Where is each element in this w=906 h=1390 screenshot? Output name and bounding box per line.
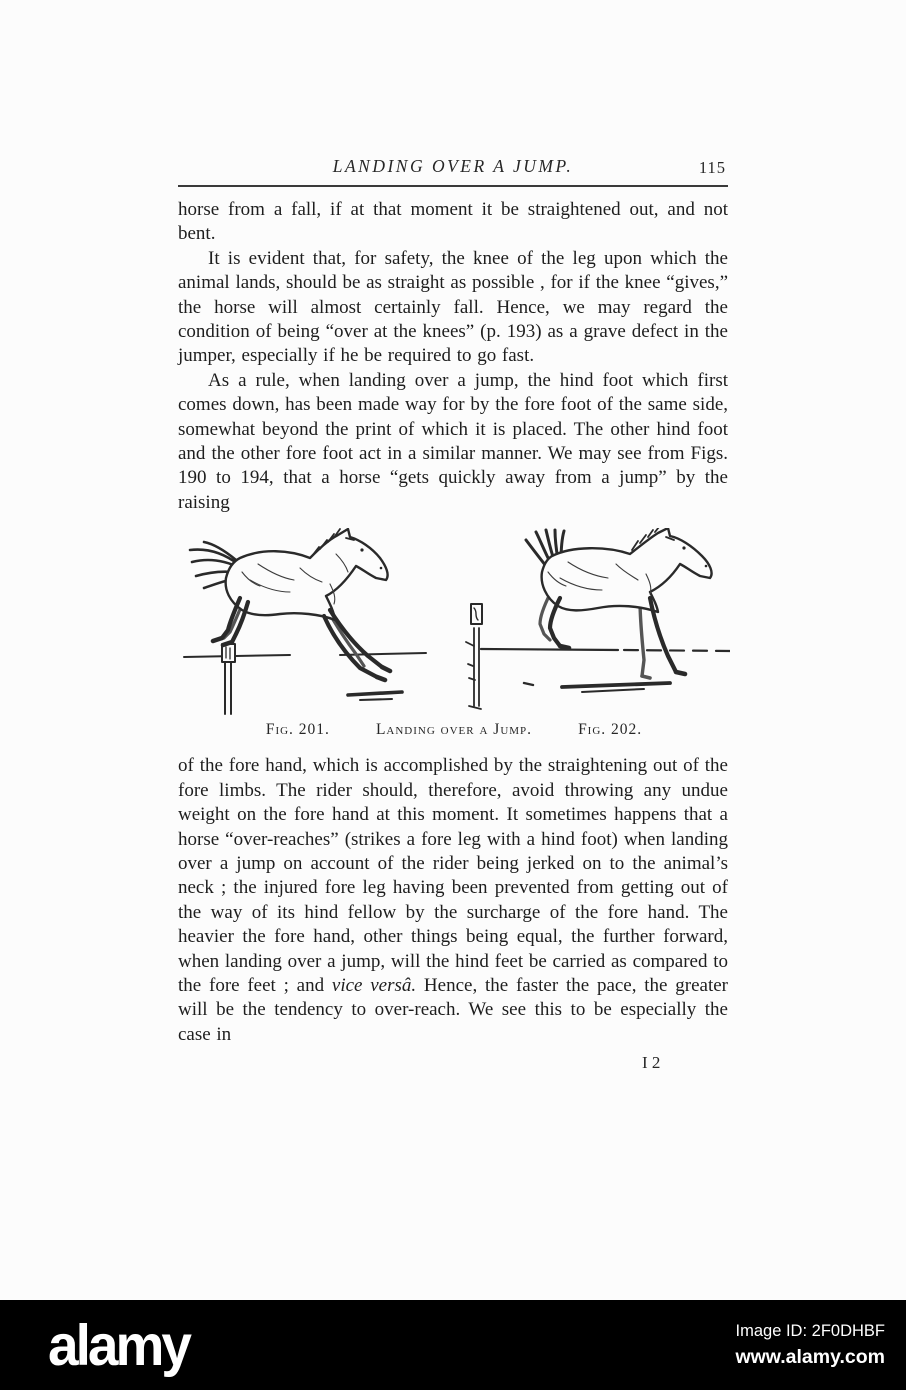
figure-caption [178, 721, 730, 739]
horse-fig-201 [190, 529, 390, 680]
horse-jump-illustration [178, 528, 730, 720]
horse-nostril [705, 565, 708, 568]
ground-line-left [184, 653, 426, 657]
paragraph-4-italic: vice versâ. [331, 974, 417, 996]
paragraph-4-text: of the fore hand, which is accomplished by the straightening out of the fore limbs. The rider should, therefore, avoid throwing any undue weight on the fore hand at this moment. It sometimes happens that a horse “over-reaches” (strikes a fore leg with a hind foot) when landing over a jump on account of the rider being jerked on to the animal’s neck ; the injured fore leg having been prevented from getting out of the way of its hind fellow by the surcharge of the fore hand. The heavier the fore hand, other things being equal, the further forward, when landing over a jump, will the hind feet be carried as compared to the fore feet ; and [178, 755, 728, 996]
alamy-url-text: www.alamy.com [735, 1345, 885, 1368]
horse-fig-202 [526, 528, 712, 678]
watermark-meta [735, 1322, 885, 1369]
horse-body [226, 529, 388, 620]
ground-line-right [481, 649, 730, 651]
far-hind-leg [540, 594, 550, 640]
shadow-left [348, 692, 402, 700]
paragraph-3: As a rule, when landing over a jump, the hind foot which first comes down, has been made way for by the fore foot of the same side, somewhat beyond the print of which it is placed. The other hind foot and the other fore foot act in a similar manner. We may see from Figs. 190 to 194, that a horse “gets quickly away from a jump” by the raising [178, 369, 728, 513]
paragraph-4 [178, 754, 728, 1047]
paragraph-4-continuation: Hence, the faster the pace, the greater will be the tendency to over-reach. We see this to be especially the case in [178, 974, 728, 1045]
figure-label-left: Fig. 201. [265, 721, 330, 739]
header-rule [178, 185, 728, 187]
horse-nostril [380, 567, 383, 570]
figure-caption-text: Landing over a Jump. [375, 721, 533, 739]
horse-eye [360, 549, 363, 552]
running-head [178, 156, 728, 180]
signature-mark: I 2 [642, 1053, 661, 1073]
shadow-right [524, 683, 670, 692]
image-id-text: Image ID: 2F0DHBF [735, 1321, 885, 1340]
horse-body [542, 528, 712, 612]
text-column [178, 0, 728, 1073]
horse-eye [682, 547, 685, 550]
figure-landing-over-a-jump [178, 528, 730, 739]
jump-post-left [222, 644, 235, 714]
far-fore-leg [640, 600, 644, 676]
figure-label-right: Fig. 202. [578, 721, 643, 739]
alamy-logo: alamy [48, 1311, 189, 1378]
page-title: LANDING OVER A JUMP. [332, 156, 574, 176]
jump-post-center [466, 604, 482, 709]
watermark-bar [0, 1300, 906, 1390]
page-number: 115 [698, 158, 726, 177]
paragraph-1: horse from a fall, if at that moment it be straightened out, and not bent. [178, 199, 728, 245]
paragraph-2: It is evident that, for safety, the knee of the leg upon which the animal lands, should be as straight as possible , for if the knee “gives,” the horse will almost certainly fall. Hence, we may regard the condition of being “over at the knees” (p. 193) as a grave defect in the jumper, especially if he be required to go fast. [178, 247, 728, 367]
